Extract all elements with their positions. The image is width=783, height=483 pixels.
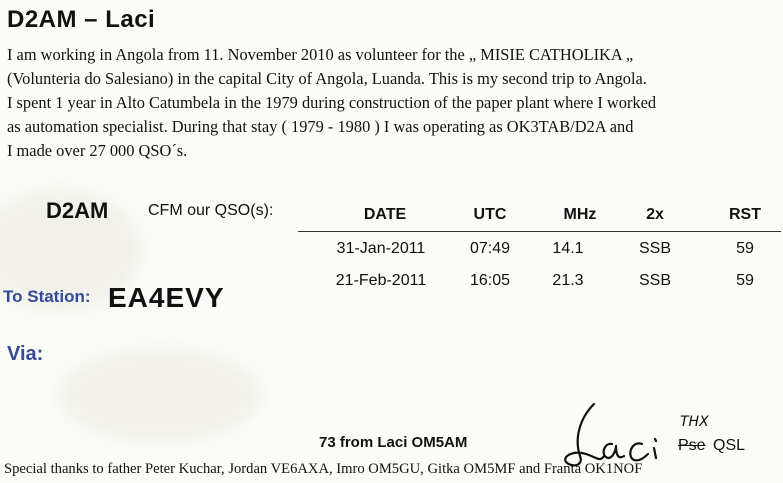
qsl-text: QSL	[713, 437, 746, 454]
column-header-date: DATE	[363, 206, 407, 223]
qso-mode-cell: SSB	[638, 240, 671, 257]
signoff-text: 73 from Laci OM5AM	[319, 434, 468, 451]
qso-rst-cell: 59	[736, 240, 754, 257]
footer-thanks: Special thanks to father Peter Kuchar, Jordan VE6AXA, Imro OM5GU, Gitka OM5MF and Franta OK1NOF	[4, 461, 643, 477]
to-station-label: To Station:	[3, 287, 91, 306]
column-header-rst: RST	[729, 206, 761, 223]
qso-utc-cell: 16:05	[469, 272, 511, 289]
intro-line: I made over 27 000 QSO´s.	[7, 141, 188, 160]
qso-date-cell: 31-Jan-2011	[336, 240, 426, 257]
to-station-callsign: EA4EVY	[108, 282, 225, 313]
handwritten-signature	[560, 398, 670, 470]
intro-line: I spent 1 year in Alto Catumbela in the 1979 during construction of the paper plant where I worked	[7, 93, 657, 112]
qso-mhz-cell: 21.3	[552, 272, 584, 289]
column-header-utc: UTC	[473, 206, 507, 223]
qso-utc-cell: 07:49	[469, 240, 511, 257]
pse-struck-text: Pse	[678, 437, 706, 454]
qso-mhz-cell: 14.1	[552, 240, 584, 257]
intro-line: (Volunteria do Salesiano) in the capital City of Angola, Luanda. This is my second trip to Angola.	[7, 69, 647, 88]
qso-rst-cell: 59	[736, 272, 754, 289]
intro-paragraph	[7, 43, 779, 163]
via-label: Via:	[7, 343, 44, 365]
paper-stain	[60, 350, 260, 440]
column-header-mhz: MHz	[563, 206, 597, 223]
card-title: D2AM – Laci	[7, 6, 156, 33]
qso-date-cell: 21-Feb-2011	[335, 272, 427, 289]
confirm-text: CFM our QSO(s):	[148, 202, 274, 219]
column-header-mode: 2x	[646, 206, 664, 223]
qso-mode-cell: SSB	[638, 272, 671, 289]
thx-handwritten: THX	[680, 414, 709, 430]
intro-line: I am working in Angola from 11. November 2010 as volunteer for the „ MISIE CATHOLIKA „	[7, 45, 634, 64]
confirm-callsign: D2AM	[46, 198, 109, 223]
table-header-rule	[298, 231, 781, 232]
intro-line: as automation specialist. During that stay ( 1979 - 1980 ) I was operating as OK3TAB/D2A and	[7, 117, 634, 136]
